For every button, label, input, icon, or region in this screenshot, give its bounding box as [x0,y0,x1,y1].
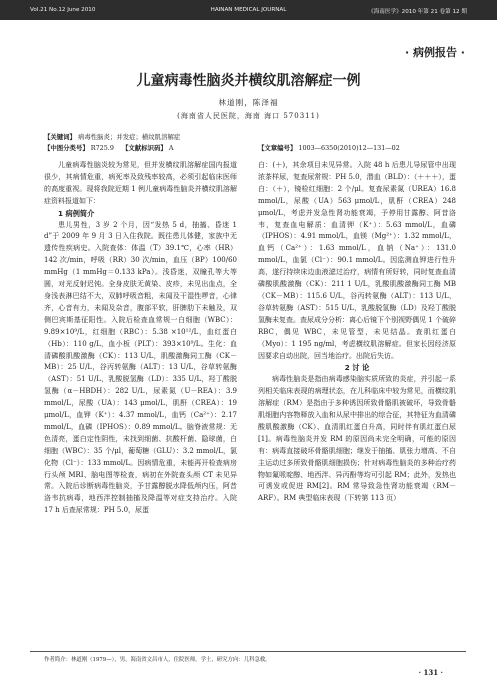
article-title: 儿童病毒性脑炎并横纹肌溶解症一例 [136,73,361,89]
case-continued-paragraph: 白：(＋)，其余项目未见异常。入院 48 h 后患儿导尿管中出现浓茶样尿，复查尿常规：PH 5.0，潜血（BLD）：（＋＋＋），蛋白：（＋），镜检红细胞：2 个/μl。复查尿素氮（UREA）16.8 mmol/L，尿酸（UA）563 μmol/L，肌酐（CREA）248 μmol/L，考虑并发急性肾功能衰竭，予停用甘露醇、阿昔洛韦，复查血电解质：血清钾（K⁺）：5.63 mmol/L，血磷（IPHOS）：4.91 mmol/L，血镁（Mg²⁺）：1.32 mmol/L，血钙（Ca²⁺）：1.63 mmol/L，血钠（Na⁺）：131.0 mmol/L，血氯（Cl⁻）：90.1 mmol/L。因监测血钾进行性升高，遂行持续床边血液滤过治疗，病情有所好转，同时复查血清磷酸肌酸激酶（CK）：211 1 U/L，乳酸肌酸激酶同工酶 MB（CK－MB）：115.6 U/L，谷丙转氨酶（ALT）：113 U/L，谷草转氨酶（AST）：515 U/L，乳酸脱氢酶（LD）及羟丁酸脱氢酶未复查。查尿成分分析：离心后镜下个别视野偶见 1 个破碎 RBC，偶见 WBC，未见管型，未见结晶。查肌红蛋白（Myo）：1 195 ng/ml，考虑横纹肌溶解症。但家长因经济原因要求自动出院，回当地治疗。出院后失访。 [258,161,456,360]
header-issue: 《海南医学》2010 年第 21 卷第 12 期 [368,9,467,15]
clc-code: R725.9 [90,144,114,152]
keywords-line [44,132,180,141]
doccode: A [168,144,174,152]
keywords-label: 【关键词】 [44,133,76,141]
header-volume: Vol.21 No.12 June 2010 [30,7,96,13]
clc-label: 【中图分类号】 [44,144,89,152]
keywords: 病毒性脑炎；并发症；横纹肌溶解症 [78,133,181,141]
discussion-paragraph: 病毒性脑炎是指由病毒感染脑实质所致的炎症，并引起一系列相关临床表现的病理状态，在儿科临床中较为常见，而横纹肌溶解症（RM）是指由于多种诱因所致骨骼肌被破坏，导致骨骼肌细胞内容物释放入血和从尿中排出的综合征，其特征为血清磷酸肌酸激酶（CK）、血清肌红蛋白升高，同时伴有肌红蛋白尿[1]。病毒性脑炎并发 RM 的原因尚未完全明确，可能的原因有：病毒直接破坏骨骼肌细胞；继发于抽搐、肌张力增高、不自主运动过多所致骨骼肌细胞损伤；针对病毒性脑炎的多种治疗药物如氟哌啶醇、地西泮、异丙酚等均可引起 RM；此外，发热也可诱发或促进 RM[2]。RM 常导致急性肾功能衰竭（RM－ARF）。RM 典型临床表现（下转第 113 页） [258,375,456,503]
header-journal: HAINAN MEDICAL JOURNAL [210,7,287,13]
affiliation: (海南省人民医院，海南 海口 570311) [177,112,320,120]
case-paragraph: 患儿男性，3 岁 2 个月，因“发热 5 d，抽搐、昏迷 1 d”于 2009 年 9 月 3 日入住我院。既往患儿体健，家族中无遗传性疾病史。入院查体：体温（T）39.1℃，心率（HR）142 次/min，呼吸（RR）30 次/min，血压（BP）100/60 mmHg（1 mmHg＝0.133 kPa）。浅昏迷，双瞳孔等大等圆，对光反射迟钝。全身皮肤无黄染、皮疹，未见出血点，全身浅表淋巴结不大，双肺呼吸音粗，未闻及干湿性啰音，心律齐，心音有力，未闻及杂音，腹部平软，肝脾肋下未触及，双侧巴宾斯基征阳性。入院后检查血常规一白细胞（WBC）：9.89×10⁹/L，红细胞（RBC）：5.38 ×10¹²/L，血红蛋白（Hb）：110 g/L，血小板（PLT）：393×10⁹/L。生化：血清磷酸肌酸激酶（CK）：113 U/L，肌酸激酶同工酶（CK－MB）：25 U/L，谷丙转氨酶（ALT）：13 U/L，谷草转氨酶（AST）：51 U/L，乳酸脱氢酶（LD）：335 U/L，羟丁酸脱氢酶（α－HBDH）：282 U/L，尿素氮（U－REA）：3.9 mmol/L，尿酸（UA）：143 μmol/L，肌酐（CREA）：19 μmol/L，血钾（K⁺）：4.37 mmol/L，血钙（Ca²⁺）：2.17 mmol/L，血磷（IPHOS）：0.89 mmol/L。脑脊液常规：无色清亮，蛋白定性阴性，未找到细菌、抗酸杆菌、隐球菌，白细胞（WBC）：35 个/μl，葡萄糖（GLU）：3.2 mmol/L，氯化物（Cl⁻）：133 mmol/L。因病情危重，未能再开检查病房行头颅 MRI、脑电图等检查，病初在外院查头颅 CT 未见异常。入院后诊断病毒性脑炎，予甘露醇脱水降低颅内压，阿昔洛韦抗病毒，地西泮控制抽搐及降温等对症支持治疗。入院 17 h 后查尿常规：PH 5.0，尿蛋 [44,220,237,515]
page-number: · 131 · [418,668,443,677]
right-column [258,160,456,505]
running-header [0,0,497,20]
section-heading-case: 1 病例简介 [58,208,95,218]
doccode-label: 【文献标识码】 [122,144,167,152]
intro-paragraph: 儿童病毒性脑炎较为常见，但并发横纹肌溶解症国内报道很少，其病情危重，病死率及致残率较高，必须引起临床医师的高度重视。现将我院近期 1 例儿童病毒性脑炎并横纹肌溶解症资料报道如下： [44,161,237,205]
left-column [44,160,237,517]
section-heading-discussion: 2 讨 论 [344,363,370,373]
authors: 林道刚，陈泽福 [218,98,279,107]
articleno-label: 【文章编号】 [258,144,297,152]
author-footnote: 作者简介：林道刚（1979—），男，海南省文昌市人，住院医师，学士，研究方向：儿科急救。 [44,657,271,663]
footnote-rule [30,651,466,652]
column-tag: · 病例报告 · [404,46,465,59]
articleno: 1003—6350(2010)12—131—02 [298,144,400,152]
article-number-line [258,143,400,152]
classification-line [44,143,173,152]
